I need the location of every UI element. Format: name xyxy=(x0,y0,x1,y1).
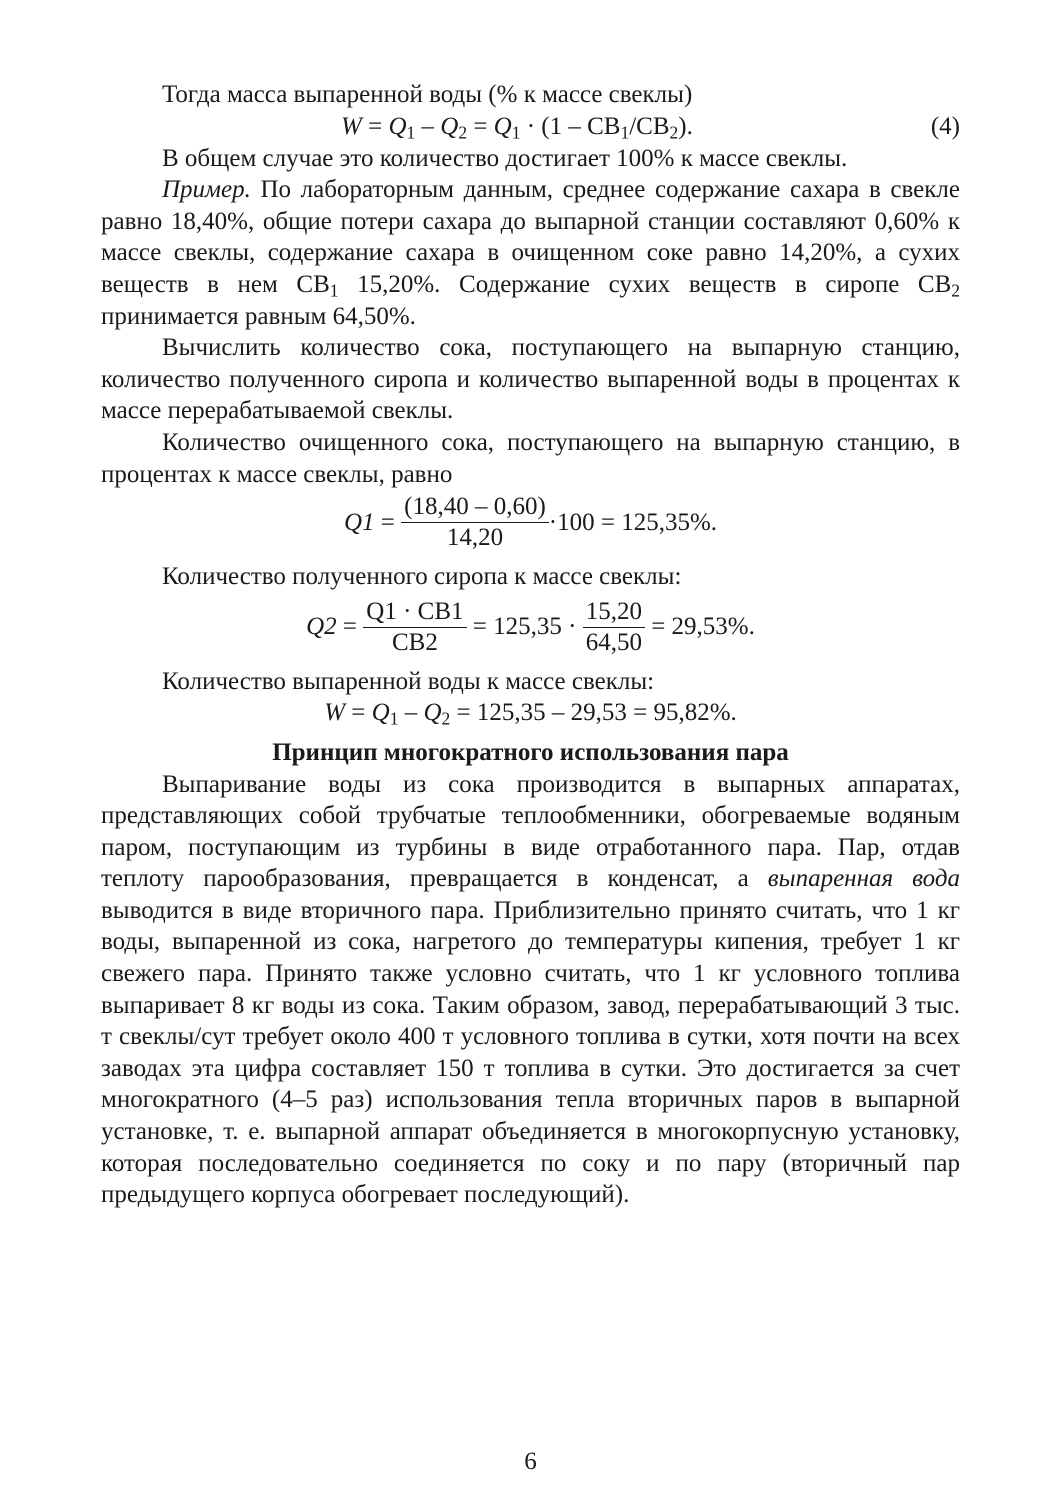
example-label: Пример. xyxy=(162,176,251,204)
syrup-intro-paragraph: Количество полученного сиропа к массе свеклы: xyxy=(162,563,682,591)
example-paragraph: Пример. По лабораторным данным, среднее содержание сахара в свекле равно 18,40%, общие потери сахара до выпарной станции составляют 0,60% к массе свеклы, содержание сахара в очищенном соке равно 14,20%, а сухих веществ в нем $СВ_1$ 15,20%. Содержание сухих веществ в сиропе $СВ_2$ принимается равным 64,50%. xyxy=(101,176,960,330)
page-number: 6 xyxy=(524,1448,537,1475)
juice-intro-paragraph: Количество очищенного сока, поступающего на выпарную станцию, в процентах к массе свеклы, равно xyxy=(101,428,960,488)
general-case-paragraph: В общем случае это количество достигает 100% к массе свеклы. xyxy=(162,144,848,172)
equation-q2-fraction-2: $\frac{15,20}{64,50}$ xyxy=(583,597,645,658)
section-heading: Принцип многократного использования пара xyxy=(272,738,789,766)
intro-line: Тогда масса выпаренной воды (% к массе свеклы) xyxy=(162,81,693,108)
equation-q1: Q1 = $\frac{(18,40 - 0,60)}{14,20}$ ·100 = 125,35%. xyxy=(343,493,718,552)
text-column xyxy=(101,79,960,1211)
equation-4-body: $W = Q_1 - Q_2 = Q_1 \cdot (1 - СВ_1/СВ_2)$. xyxy=(341,112,693,142)
water-intro-paragraph: Количество выпаренной воды к массе свеклы: xyxy=(162,667,655,695)
principle-paragraph: Выпаривание воды из сока производится в выпарных аппаратах, представляющих собой трубчатые теплообменники, обогреваемые водяным паром, поступающим из турбины в виде отработанного пара. Пар, отдав теплоту парообразования, превращается в конденсат, а выпаренная вода выводится в виде вторичного пара. Приблизительно принято считать, что 1 кг воды, выпаренной из сока, нагретого до температуры кипения, требует 1 кг свежего пара. Принято также условно считать, что 1 кг условного топлива выпаривает 8 кг воды из сока. Таким образом, завод, перерабатывающий 3 тыс. т свеклы/сут требует около 400 т условного топлива в сутки, хотя почти на всех заводах эта цифра составляет 150 т топлива в сутки. Это достигается за счет многократного (4–5 раз) использования тепла вторичных паров в выпарной установке, т. е. выпарной аппарат объединяется в многокорпусную установку, которая последовательно соединяется по соку и по пару (вторичный пар предыдущего корпуса обогревает последующий). xyxy=(101,770,960,1209)
equation-number: (4) xyxy=(930,112,960,140)
equation-q2-fraction-1: $\frac{Q1 \cdot CB1}{CB2}$ xyxy=(363,597,466,658)
equation-4 xyxy=(101,111,960,143)
equation-q2: Q2 = $\frac{Q1 \cdot CB1}{CB2}$ = 125,35 · $\frac{15,20}{64,50}$ = 29,53%. xyxy=(306,597,755,656)
italic-term: выпаренная вода xyxy=(767,865,960,893)
equation-w: $W = Q_1 - Q_2 = 125,35 - 29,53 = 95,82\%$. xyxy=(324,699,737,729)
task-paragraph: Вычислить количество сока, поступающего на выпарную станцию, количество полученного сиропа и количество выпаренной воды в процентах к массе перерабатываемой свеклы. xyxy=(101,334,960,425)
equation-q1-fraction: $\frac{(18,40 - 0,60)}{14,20}$ xyxy=(401,492,549,553)
